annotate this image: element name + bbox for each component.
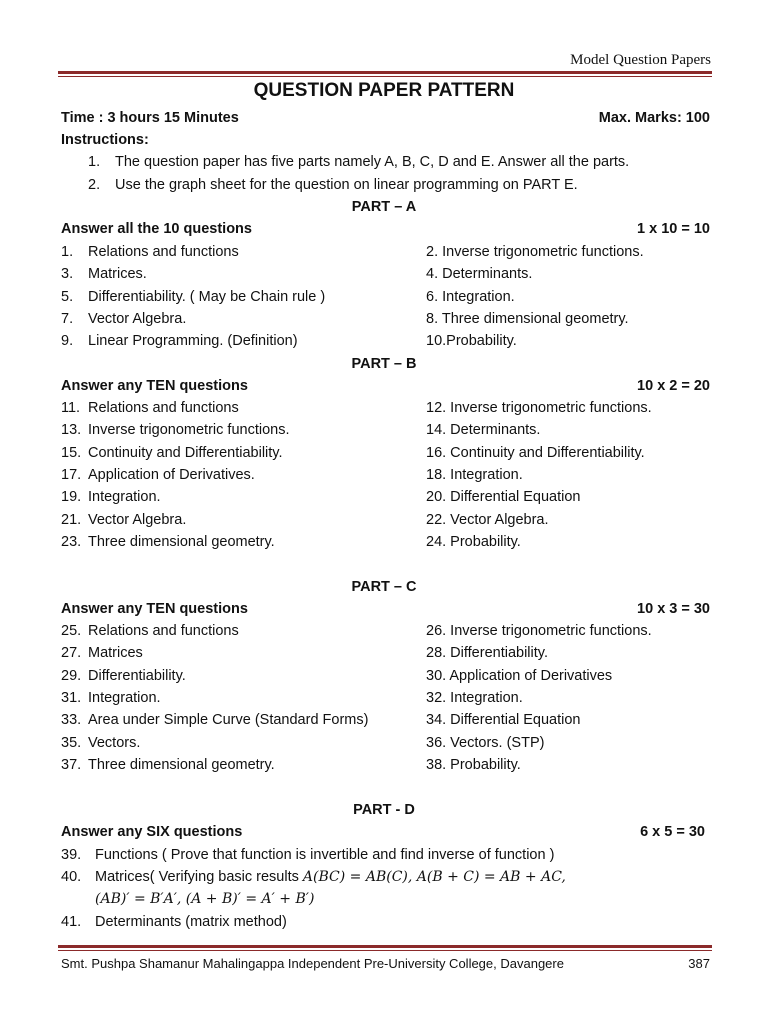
question-topic: Linear Programming. (Definition) [88, 333, 298, 350]
question-topic: Vector Algebra. [88, 511, 187, 528]
question-number: 40. [61, 869, 82, 885]
part-a-heading: PART – A [351, 199, 417, 215]
question-topic: Application of Derivatives. [88, 466, 255, 483]
question-topic-right: 10.Probability. [426, 333, 517, 350]
header-rule [58, 71, 712, 77]
part-c-instruction-row [61, 599, 710, 619]
question-number: 23. [61, 533, 82, 550]
question-topic: Relations and functions [88, 400, 239, 416]
question-topic-right: 18. Integration. [426, 466, 523, 483]
question-text: Matrices( Verifying basic results [95, 869, 303, 885]
question-number: 21. [61, 511, 82, 528]
instruction-number: 1. [88, 154, 101, 170]
college-name: Smt. Pushpa Shamanur Mahalingappa Independent Pre-University College, Davangere [61, 956, 564, 971]
time-marks-row [61, 108, 710, 128]
part-c-marks: 10 x 3 = 30 [637, 601, 710, 617]
question-topic: Differentiability. ( May be Chain rule ) [88, 288, 326, 305]
question-number: 29. [61, 667, 82, 684]
question-row [61, 264, 710, 284]
part-b-marks: 10 x 2 = 20 [637, 378, 710, 394]
question-row [61, 688, 710, 708]
question-row [61, 666, 710, 686]
time-label: Time : 3 hours 15 Minutes [61, 110, 239, 126]
math-expression: A(BC) = AB(C), A(B + C) = AB + AC, [302, 869, 566, 885]
question-number: 37. [61, 756, 82, 773]
question-number: 41. [61, 914, 82, 930]
instruction-item [88, 175, 688, 195]
question-number: 19. [61, 489, 82, 506]
question-topic: Inverse trigonometric functions. [88, 422, 290, 439]
question-row [61, 487, 710, 507]
question-number: 1. [61, 244, 74, 260]
question-topic: Vectors. [88, 734, 141, 751]
question-topic-right: 20. Differential Equation [426, 489, 581, 506]
question-row [61, 398, 710, 418]
question-topic-right: 12. Inverse trigonometric functions. [426, 400, 652, 416]
question-number: 31. [61, 689, 82, 706]
question-number: 39. [61, 847, 82, 863]
question-number: 27. [61, 645, 82, 662]
question-number: 11. [61, 400, 81, 416]
part-c-instruction: Answer any TEN questions [61, 601, 248, 617]
question-topic: Area under Simple Curve (Standard Forms) [88, 712, 369, 729]
part-a-instruction-row [61, 219, 710, 239]
part-a-marks: 1 x 10 = 10 [637, 221, 710, 237]
question-number: 5. [61, 288, 74, 305]
question-topic-right: 8. Three dimensional geometry. [426, 310, 629, 327]
part-b-heading: PART – B [351, 356, 417, 372]
question-number: 33. [61, 712, 82, 729]
question-topic: Continuity and Differentiability. [88, 444, 283, 461]
question-topic: Integration. [88, 689, 161, 706]
question-topic: Integration. [88, 489, 161, 506]
max-marks: Max. Marks: 100 [598, 110, 710, 126]
part-c-heading: PART – C [351, 579, 417, 595]
question-row [61, 465, 710, 485]
part-d-instruction: Answer any SIX questions [61, 824, 243, 840]
question-topic-right: 24. Probability. [426, 533, 521, 550]
instructions-label: Instructions: [61, 132, 149, 148]
question-text: Determinants (matrix method) [95, 914, 287, 930]
question-number: 7. [61, 310, 74, 327]
part-a-instruction: Answer all the 10 questions [61, 221, 252, 237]
question-topic: Relations and functions [88, 623, 239, 639]
question-topic: Relations and functions [88, 244, 239, 260]
question-topic-right: 14. Determinants. [426, 422, 541, 439]
question-number: 25. [61, 623, 82, 639]
question-40-continued [95, 889, 695, 909]
question-topic-right: 32. Integration. [426, 689, 523, 706]
question-text: Functions ( Prove that function is invertible and find inverse of function ) [95, 847, 555, 863]
question-row [61, 309, 710, 329]
question-number: 3. [61, 266, 74, 283]
question-number: 35. [61, 734, 82, 751]
question-row [61, 643, 710, 663]
question-topic-right: 2. Inverse trigonometric functions. [426, 244, 644, 260]
question-row [61, 443, 710, 463]
running-header: Model Question Papers [570, 52, 711, 68]
instruction-item [88, 152, 688, 172]
question-39 [61, 845, 710, 865]
question-row [61, 710, 710, 730]
page-number: 387 [688, 956, 710, 971]
question-topic-right: 28. Differentiability. [426, 645, 548, 662]
footer-rule [58, 945, 712, 951]
part-d-instruction-row [61, 822, 710, 842]
question-topic: Three dimensional geometry. [88, 756, 275, 773]
question-number: 15. [61, 444, 82, 461]
question-topic-right: 36. Vectors. (STP) [426, 734, 545, 751]
question-topic: Matrices [88, 645, 143, 662]
question-number: 13. [61, 422, 82, 439]
question-row [61, 287, 710, 307]
question-row [61, 420, 710, 440]
question-topic-right: 30. Application of Derivatives [426, 667, 613, 684]
question-40 [61, 867, 710, 887]
question-topic-right: 22. Vector Algebra. [426, 511, 549, 528]
page-footer [61, 956, 710, 971]
question-topic: Vector Algebra. [88, 310, 187, 327]
question-row [61, 755, 710, 775]
question-topic-right: 4. Determinants. [426, 266, 533, 283]
instruction-text: The question paper has five parts namely A, B, C, D and E. Answer all the parts. [115, 154, 630, 170]
question-topic-right: 38. Probability. [426, 756, 521, 773]
instruction-text: Use the graph sheet for the question on linear programming on PART E. [115, 177, 578, 193]
question-row [61, 733, 710, 753]
question-number: 9. [61, 333, 74, 350]
question-topic-right: 26. Inverse trigonometric functions. [426, 623, 652, 639]
question-topic-right: 16. Continuity and Differentiability. [426, 444, 645, 461]
question-row [61, 532, 710, 552]
question-number: 17. [61, 466, 82, 483]
question-topic: Differentiability. [88, 667, 186, 684]
part-d-marks: 6 x 5 = 30 [640, 824, 705, 840]
part-d-heading: PART - D [353, 802, 415, 818]
question-row [61, 331, 710, 351]
question-topic: Matrices. [88, 266, 147, 283]
question-row [61, 510, 710, 530]
question-topic-right: 6. Integration. [426, 288, 515, 305]
instruction-number: 2. [88, 177, 101, 193]
page-title: QUESTION PAPER PATTERN [253, 80, 515, 101]
part-b-instruction-row [61, 376, 710, 396]
question-row [61, 621, 710, 641]
question-topic: Three dimensional geometry. [88, 533, 275, 550]
part-b-instruction: Answer any TEN questions [61, 378, 248, 394]
question-41 [61, 912, 710, 932]
question-row [61, 242, 710, 262]
question-topic-right: 34. Differential Equation [426, 712, 581, 729]
math-expression: (AB)′ = B′A′, (A + B)′ = A′ + B′) [95, 891, 315, 907]
